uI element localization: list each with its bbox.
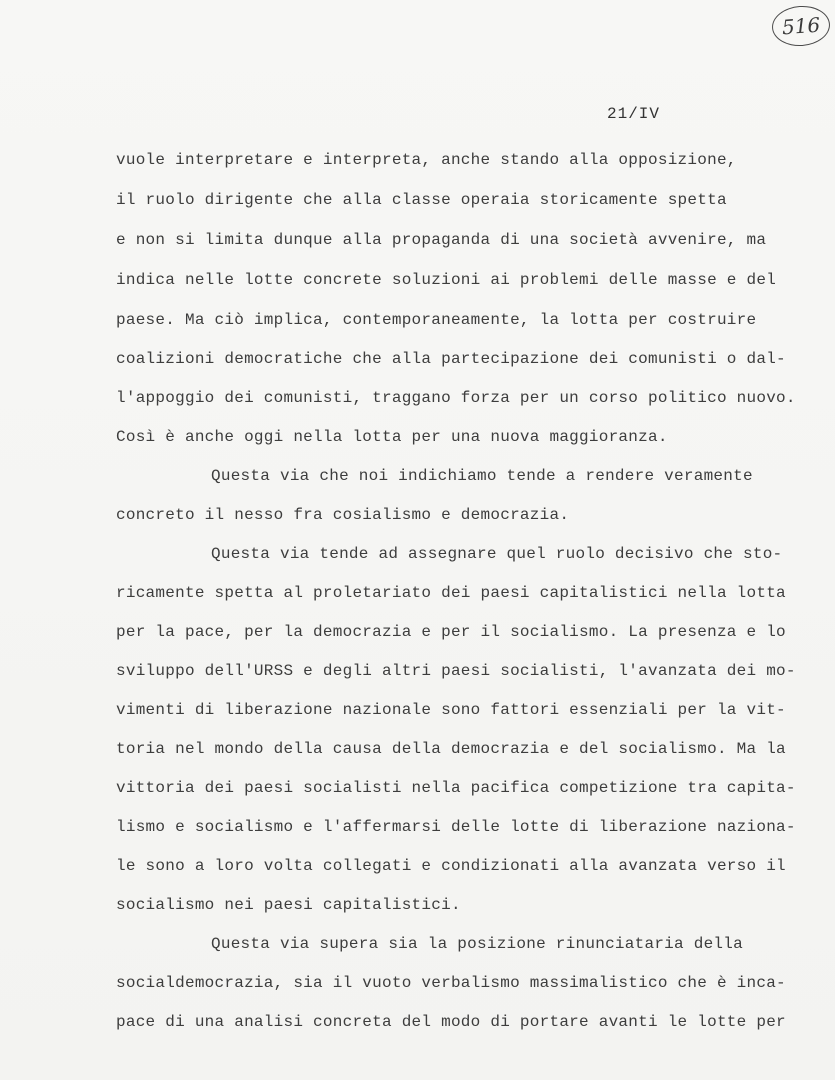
text-line: indica nelle lotte concrete soluzioni ai problemi delle masse e del — [116, 271, 777, 289]
text-line: il ruolo dirigente che alla classe operaia storicamente spetta — [116, 191, 727, 209]
text-line: le sono a loro volta collegati e condizionati alla avanzata verso il — [116, 857, 786, 875]
text-line: vimenti di liberazione nazionale sono fattori essenziali per la vit- — [116, 701, 786, 719]
text-line: lismo e socialismo e l'affermarsi delle lotte di liberazione naziona- — [116, 818, 796, 836]
text-line: Così è anche oggi nella lotta per una nuova maggioranza. — [116, 428, 668, 446]
text-line: paese. Ma ciò implica, contemporaneamente, la lotta per costruire — [116, 311, 757, 329]
text-line: sviluppo dell'URSS e degli altri paesi socialisti, l'avanzata dei mo- — [116, 662, 796, 680]
text-line: vittoria dei paesi socialisti nella pacifica competizione tra capita- — [116, 779, 796, 797]
text-line: Questa via supera sia la posizione rinunciataria della — [211, 935, 743, 953]
text-line: vuole interpretare e interpreta, anche stando alla opposizione, — [116, 151, 737, 169]
text-line: coalizioni democratiche che alla partecipazione dei comunisti o dal- — [116, 350, 786, 368]
archive-number-stamp: 516 — [771, 4, 832, 48]
text-line: pace di una analisi concreta del modo di portare avanti le lotte per — [116, 1013, 786, 1031]
text-line: e non si limita dunque alla propaganda di una società avvenire, ma — [116, 231, 767, 249]
text-line: Questa via tende ad assegnare quel ruolo decisivo che sto- — [211, 545, 783, 563]
text-line: l'appoggio dei comunisti, traggano forza per un corso politico nuovo. — [116, 389, 796, 407]
text-line: socialismo nei paesi capitalistici. — [116, 896, 461, 914]
page-reference: 21/IV — [607, 105, 661, 123]
text-line: ricamente spetta al proletariato dei paesi capitalistici nella lotta — [116, 584, 786, 602]
text-line: socialdemocrazia, sia il vuoto verbalismo massimalistico che è inca- — [116, 974, 786, 992]
text-line: per la pace, per la democrazia e per il socialismo. La presenza e lo — [116, 623, 786, 641]
text-line: concreto il nesso fra cosialismo e democrazia. — [116, 506, 570, 524]
text-line: toria nel mondo della causa della democrazia e del socialismo. Ma la — [116, 740, 786, 758]
text-line: Questa via che noi indichiamo tende a rendere veramente — [211, 467, 753, 485]
